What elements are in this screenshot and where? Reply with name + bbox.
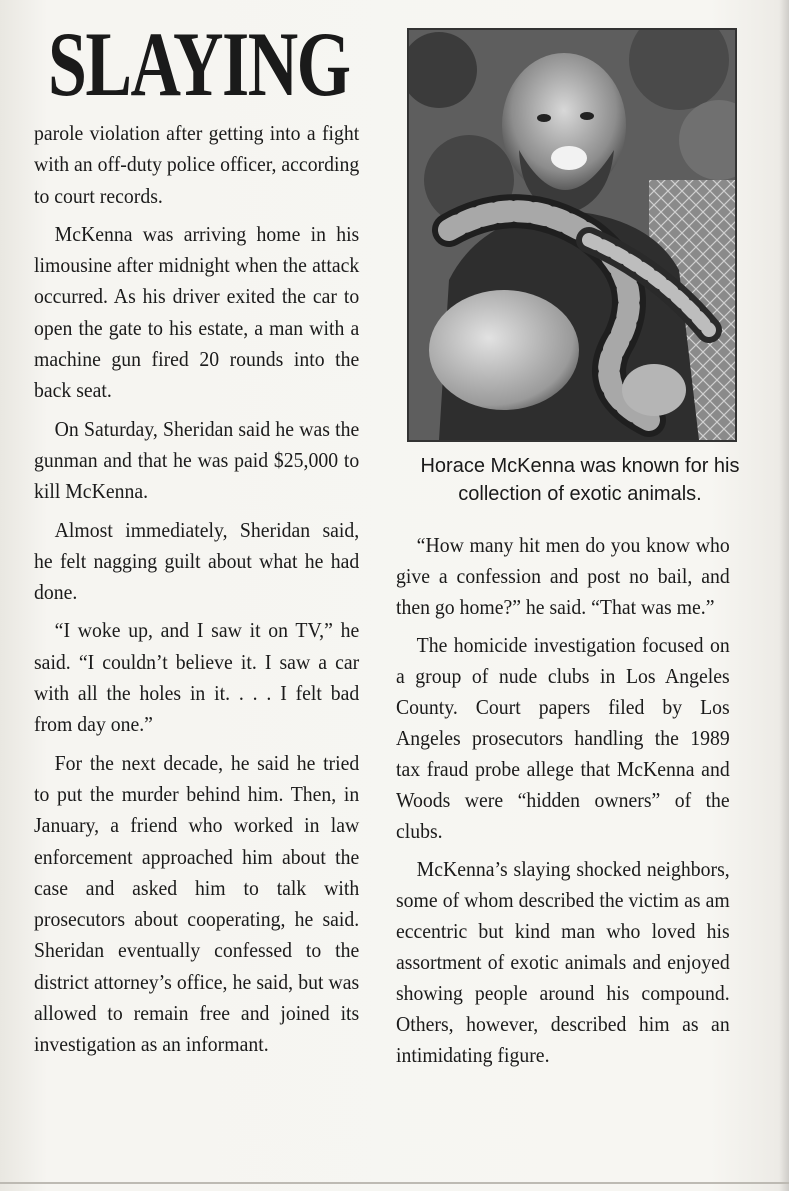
paragraph: The homicide investigation focused on a group of nude clubs in Los Angeles County. Court papers filed by Los Angeles prosecutors handling the 1989 tax fraud probe allege that McKenna and Woods were “hidden owners” of the clubs. bbox=[396, 633, 730, 843]
left-column bbox=[34, 118, 359, 1068]
photo-caption: Horace McKenna was known for his collection of exotic animals. bbox=[420, 455, 740, 505]
page-edge-shadow bbox=[779, 0, 789, 1191]
bottom-rule bbox=[0, 1182, 789, 1184]
paragraph: On Saturday, Sheridan said he was the gunman and that he was paid $25,000 to kill McKenna. bbox=[34, 416, 360, 504]
paragraph: “How many hit men do you know who give a confession and post no bail, and then go home?” he said. “That was me.” bbox=[396, 533, 730, 619]
paragraph: Almost immediately, Sheridan said, he felt nagging guilt about what he had done. bbox=[34, 517, 360, 605]
paragraph: McKenna’s slaying shocked neighbors, some of whom described the victim as am eccentric but kind man who loved his assortment of exotic animals and enjoyed showing people around his compound. Others, however, described him as an intimidating figure. bbox=[396, 857, 730, 1067]
paragraph: parole violation after getting into a fight with an off-duty police officer, according to court records. bbox=[34, 121, 360, 208]
right-column bbox=[396, 530, 730, 1078]
photo-man-with-python-icon bbox=[409, 30, 735, 440]
headline: SLAYING bbox=[48, 13, 350, 115]
paragraph: McKenna was arriving home in his limousine after midnight when the attack occurred. As his driver exited the car to open the gate to his estate, a man with a machine gun fired 20 rounds into the back seat. bbox=[34, 221, 360, 403]
paragraph: “I woke up, and I saw it on TV,” he said. “I couldn’t believe it. I saw a car with all the holes in it. . . . I felt bad from day one.” bbox=[34, 618, 360, 737]
paragraph: For the next decade, he said he tried to put the murder behind him. Then, in January, a friend who worked in law enforcement approached him about the case and asked him to talk with prosecutors about cooperating, he said. Sheridan eventually confessed to the district attorney’s office, he said, but was allowed to remain free and joined its investigation as an informant. bbox=[34, 750, 360, 1057]
news-photo bbox=[407, 28, 737, 442]
